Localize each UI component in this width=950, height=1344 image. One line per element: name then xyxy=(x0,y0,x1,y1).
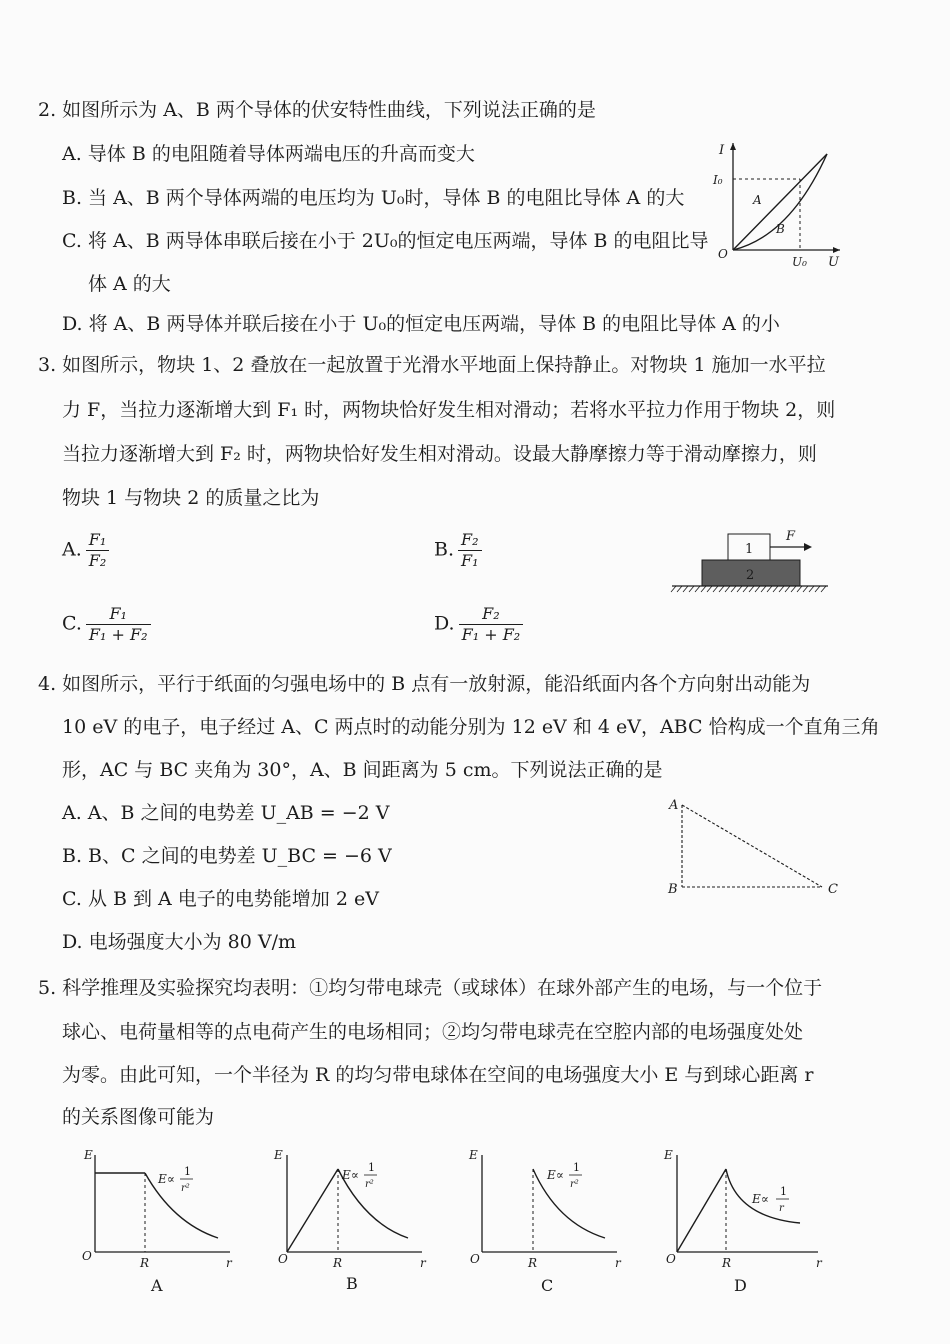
ground-hatch xyxy=(701,586,706,592)
svg-text:r: r xyxy=(226,1256,232,1270)
q3-option-c: C. $\frac{\text{F₁}}{\text{F₁ + F₂}}$ xyxy=(62,604,151,645)
ground-hatch xyxy=(815,586,820,592)
ground-hatch xyxy=(671,586,676,592)
q4-stem-line1: 4. 如图所示，平行于纸面的匀强电场中的 B 点有一放射源，能沿纸面内各个方向射出动能为 xyxy=(38,673,811,695)
q5-graph-d xyxy=(660,1145,825,1300)
svg-text:1: 1 xyxy=(780,1185,787,1198)
svg-text:E∝: E∝ xyxy=(158,1172,175,1186)
q2-option-c-cont: 体 A 的大 xyxy=(88,273,171,295)
svg-text:r: r xyxy=(615,1256,621,1270)
svg-text:r: r xyxy=(779,1203,784,1214)
svg-text:R: R xyxy=(722,1256,732,1270)
q2-ylabel: I xyxy=(719,143,725,158)
svg-text:r: r xyxy=(420,1256,426,1270)
ground-hatch xyxy=(677,586,682,592)
ground-hatch xyxy=(791,586,796,592)
q2-option-a: A. 导体 B 的电阻随着导体两端电压的升高而变大 xyxy=(62,143,475,165)
q3-blocks-figure xyxy=(670,522,830,597)
svg-text:E: E xyxy=(274,1148,283,1162)
ground-hatch xyxy=(797,586,802,592)
q2-option-d: D. 将 A、B 两导体并联后接在小于 U₀的恒定电压两端，导体 B 的电阻比导体 A 的小 xyxy=(62,313,780,335)
svg-text:R: R xyxy=(528,1256,538,1270)
q4-stem-line3: 形，AC 与 BC 夹角为 30°，A、B 间距离为 5 cm。下列说法正确的是 xyxy=(62,759,663,781)
svg-text:E: E xyxy=(84,1148,93,1162)
q3-block-2-label: 2 xyxy=(746,568,755,583)
q4-vertex-b: B xyxy=(668,882,678,897)
svg-text:O: O xyxy=(278,1252,288,1266)
q2-curve-a-label: A xyxy=(753,193,762,207)
svg-text:R: R xyxy=(140,1256,150,1270)
ground-hatch xyxy=(725,586,730,592)
q4-side-ac xyxy=(682,805,822,887)
ground-hatch xyxy=(779,586,784,592)
ground-hatch xyxy=(821,586,826,592)
q4-option-c: C. 从 B 到 A 电子的电势能增加 2 eV xyxy=(62,888,379,910)
q5-caption-d: D xyxy=(734,1276,747,1295)
q4-vertex-c: C xyxy=(828,882,838,897)
ground-hatch xyxy=(713,586,718,592)
q5-stem-line2: 球心、电荷量相等的点电荷产生的电场相同；②均匀带电球壳在空腔内部的电场强度处处 xyxy=(62,1021,804,1043)
q3-option-d: D. $\frac{\text{F₂}}{\text{F₁ + F₂}}$ xyxy=(434,604,523,645)
q5-caption-b: B xyxy=(346,1274,358,1293)
q2-option-b: B. 当 A、B 两个导体两端的电压均为 U₀时，导体 B 的电阻比导体 A 的大 xyxy=(62,187,685,209)
ground-hatch xyxy=(707,586,712,592)
q3-block-1-label: 1 xyxy=(745,542,754,557)
svg-text:R: R xyxy=(333,1256,343,1270)
ground-hatch xyxy=(785,586,790,592)
q2-curve-b-label: B xyxy=(776,222,785,236)
q5-graph-c xyxy=(465,1145,625,1300)
ground-hatch xyxy=(809,586,814,592)
q2-option-c: C. 将 A、B 两导体串联后接在小于 2U₀的恒定电压两端，导体 B 的电阻比导 xyxy=(62,230,709,252)
ground-hatch xyxy=(719,586,724,592)
svg-text:1: 1 xyxy=(184,1165,191,1178)
q5-caption-c: C xyxy=(541,1276,554,1295)
ground-hatch xyxy=(761,586,766,592)
ground-hatch xyxy=(773,586,778,592)
q2-i0-label: I₀ xyxy=(713,173,723,187)
q2-xlabel: U xyxy=(828,255,839,270)
svg-text:O: O xyxy=(82,1249,92,1263)
q2-iv-graph xyxy=(705,138,845,273)
q2-u0-label: U₀ xyxy=(792,255,807,269)
svg-text:r: r xyxy=(816,1256,822,1270)
ground-hatch xyxy=(695,586,700,592)
ground-hatch xyxy=(689,586,694,592)
svg-text:E∝: E∝ xyxy=(752,1192,769,1206)
ground-hatch xyxy=(749,586,754,592)
ground-hatch xyxy=(737,586,742,592)
svg-text:r²: r² xyxy=(181,1183,190,1194)
q3-stem-line2: 力 F，当拉力逐渐增大到 F₁ 时，两物块恰好发生相对滑动；若将水平拉力作用于物块 2，则 xyxy=(62,399,836,421)
q3-stem-line4: 物块 1 与物块 2 的质量之比为 xyxy=(62,487,320,509)
q2-stem: 2. 如图所示为 A、B 两个导体的伏安特性曲线，下列说法正确的是 xyxy=(38,99,596,121)
svg-text:E∝: E∝ xyxy=(547,1168,564,1182)
ground-hatch xyxy=(755,586,760,592)
svg-text:E: E xyxy=(664,1148,673,1162)
q3-stem-line3: 当拉力逐渐增大到 F₂ 时，两物块恰好发生相对滑动。设最大静摩擦力等于滑动摩擦力，则 xyxy=(62,443,817,465)
svg-text:1: 1 xyxy=(573,1161,580,1174)
q5-d-linear xyxy=(677,1169,726,1252)
ground-hatch xyxy=(683,586,688,592)
q4-option-d: D. 电场强度大小为 80 V/m xyxy=(62,931,297,953)
svg-text:r²: r² xyxy=(570,1179,579,1190)
q4-option-b: B. B、C 之间的电势差 U_BC = −6 V xyxy=(62,845,392,867)
q3-force-label: F xyxy=(786,529,796,544)
q4-stem-line2: 10 eV 的电子，电子经过 A、C 两点时的动能分别为 12 eV 和 4 eV，ABC 恰构成一个直角三角 xyxy=(62,716,880,738)
q5-graph-b xyxy=(270,1145,430,1300)
q4-triangle-figure xyxy=(660,790,845,900)
q5-c-curve xyxy=(533,1169,605,1238)
q4-option-a: A. A、B 之间的电势差 U_AB = −2 V xyxy=(62,802,390,824)
q5-stem-line1: 5. 科学推理及实验探究均表明：①均匀带电球壳（或球体）在球外部产生的电场，与一个位于 xyxy=(38,977,823,999)
svg-text:O: O xyxy=(666,1252,676,1266)
ground-hatch xyxy=(803,586,808,592)
q4-vertex-a: A xyxy=(669,798,679,813)
q2-origin: O xyxy=(718,247,728,261)
svg-text:1: 1 xyxy=(368,1161,375,1174)
q5-caption-a: A xyxy=(151,1276,163,1295)
svg-text:E∝: E∝ xyxy=(342,1168,359,1182)
ground-hatch xyxy=(731,586,736,592)
ground-hatch xyxy=(767,586,772,592)
q5-stem-line4: 的关系图像可能为 xyxy=(62,1106,215,1128)
q3-option-b: B. $\frac{\text{F₂}}{\text{F₁}}$ xyxy=(434,530,482,571)
svg-text:E: E xyxy=(469,1148,478,1162)
q3-stem-line1: 3. 如图所示，物块 1、2 叠放在一起放置于光滑水平地面上保持静止。对物块 1 施加一水平拉 xyxy=(38,354,826,376)
q5-graph-a xyxy=(78,1145,238,1300)
q3-option-a: A. $\frac{\text{F₁}}{\text{F₂}}$ xyxy=(62,530,109,571)
svg-text:O: O xyxy=(470,1252,480,1266)
q5-b-linear xyxy=(287,1169,338,1252)
svg-text:r²: r² xyxy=(365,1179,374,1190)
ground-hatch xyxy=(743,586,748,592)
q5-stem-line3: 为零。由此可知，一个半径为 R 的均匀带电球体在空间的电场强度大小 E 与到球心距离 r xyxy=(62,1064,814,1086)
